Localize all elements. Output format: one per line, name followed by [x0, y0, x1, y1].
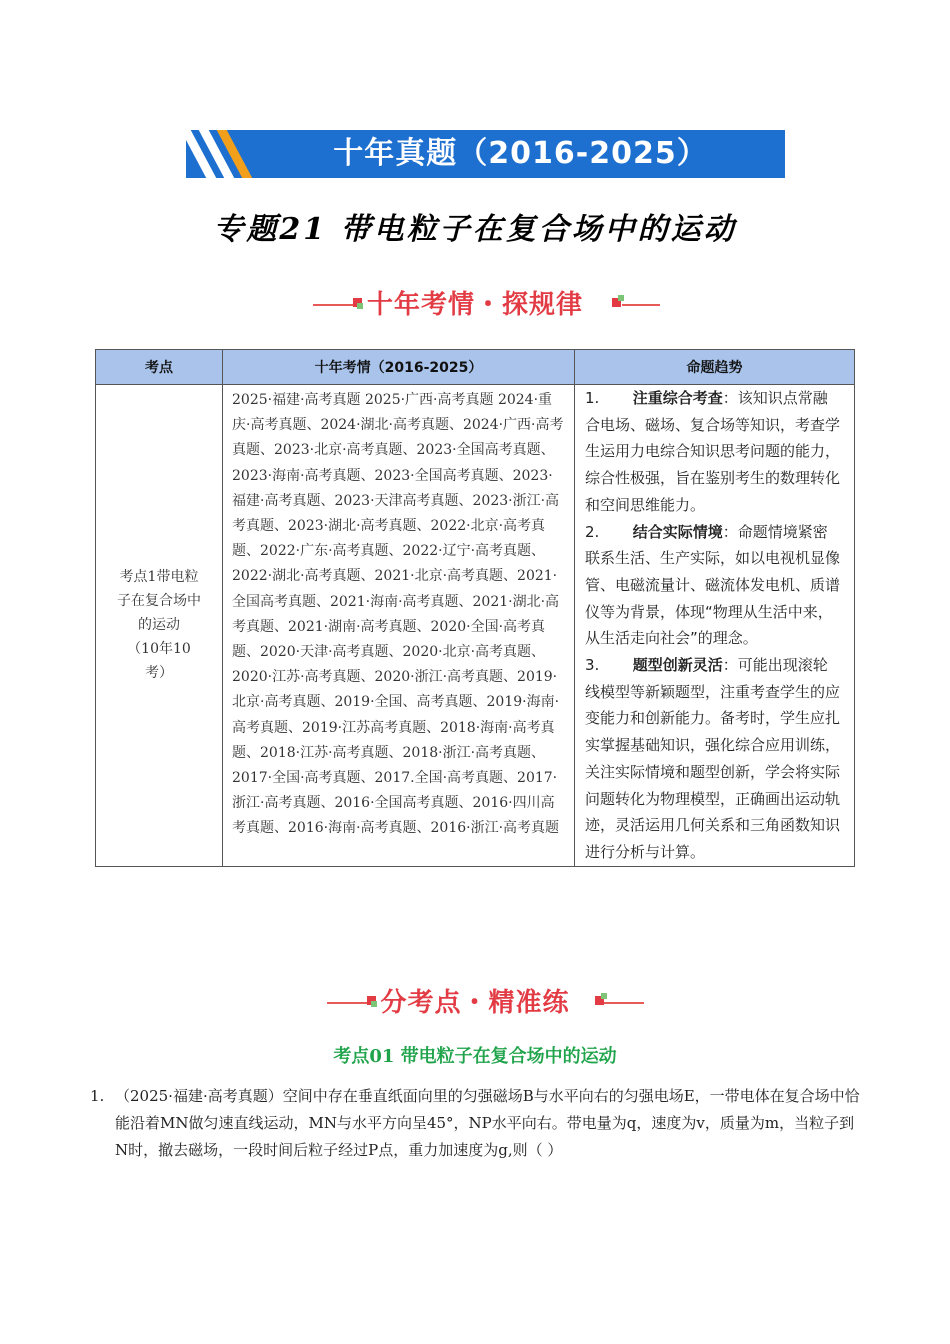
section-title: 十年考情・探规律 [366, 290, 583, 320]
header-square-right-accent [601, 993, 607, 999]
header-trend: 命题趋势 [575, 350, 855, 385]
trend-item [585, 519, 842, 653]
section-header-trends [0, 282, 950, 322]
trend-heading: 注重综合考查 [632, 389, 723, 407]
topic-line: 子在复合场中 [117, 593, 201, 610]
header-history: 十年考情（2016-2025） [223, 350, 575, 385]
trend-heading: 题型创新灵活 [632, 656, 723, 675]
trend-number: 3. [585, 656, 600, 675]
topic-cell [96, 385, 223, 867]
trend-item [585, 385, 842, 519]
table-row [96, 385, 855, 867]
topic-line: （10年10 [127, 641, 191, 658]
topic-line: 的运动 [138, 617, 180, 634]
table-header-row [96, 350, 855, 385]
header-rule-right [604, 1002, 644, 1004]
trend-number: 2. [585, 522, 600, 541]
trend-number: 1. [585, 389, 600, 407]
topic-line: 考点1带电粒 [119, 569, 199, 586]
header-square-right-accent [618, 295, 624, 301]
history-cell: 2025·福建·高考真题 2025·广西·高考真题 2024·重庆·高考真题、2024·湖北·高考真题、2024·广西·高考真题、2023·北京·高考真题、2023·全国高考真题、2023·海南·高考真题、2023·全国高考真题、2023·福建·高考真题、2023·天津高考真题、2023·浙江·高考真题、2023·湖北·高考真题、2022·北京·高考真题、2022·广东·高考真题、2022·辽宁·高考真题、2022·湖北·高考真题、2021·北京·高考真题、2021·全国高考真题、2021·海南·高考真题、2021·湖北·高考真题、2021·湖南·高考真题、2020·全国·高考真题、2020·天津·高考真题、2020·北京·高考真题、2020·江苏·高考真题、2020·浙江·高考真题、2019·北京·高考真题、2019·全国、高考真题、2019·海南·高考真题、2019·江苏高考真题、2018·海南·高考真题、2018·江苏·高考真题、2018·浙江·高考真题、2017·全国·高考真题、2017.全国·高考真题、2017·浙江·高考真题、2016·全国高考真题、2016·四川高考真题、2016·海南·高考真题、2016·浙江·高考真题 [223, 385, 575, 867]
trend-text: ：可能出现滚轮线模型等新颖题型，注重考查学生的应变能力和创新能力。备考时，学生应扎实掌握基础知识，强化综合应用训练，关注实际情境和题型创新，学会将实际问题转化为物理模型，正确画出运动轨迹，灵活运用几何关系和三角函数知识进行分析与计算。 [585, 656, 841, 861]
question-text: （2025·福建·高考真题）空间中存在垂直纸面向里的匀强磁场B与水平向右的匀强电场E，一带电体在复合场中恰能沿着MN做匀速直线运动，MN与水平方向呈45°，NP水平向右。带电量为q，速度为v，质量为m，当粒子到N时，撤去磁场，一段时间后粒子经过P点，重力加速度为g,则（ ） [115, 1087, 860, 1159]
trend-text: ：命题情境紧密联系生活、生产实际，如以电视机显像管、电磁流量计、磁流体发电机、质谱仪等为背景，体现“物理从生活中来，从生活走向社会”的理念。 [585, 522, 841, 648]
question-number: 1. [90, 1087, 105, 1105]
header-topic: 考点 [96, 350, 223, 385]
header-rule-right [622, 304, 660, 306]
trend-cell [575, 385, 855, 867]
trend-heading: 结合实际情境 [632, 522, 723, 541]
trend-text: ：该知识点常融合电场、磁场、复合场等知识，考查学生运用力电综合知识思考问题的能力，综合性极强，旨在鉴别考生的数理转化和空间思维能力。 [585, 389, 841, 514]
question-1 [90, 1083, 860, 1164]
banner-title: 十年真题（2016-2025） [333, 136, 708, 171]
section-header-practice [0, 980, 950, 1020]
topic-title: 专题21 带电粒子在复合场中的运动 [213, 212, 737, 247]
exam-analysis-table [95, 349, 855, 867]
section-title: 分考点・精准练 [380, 988, 570, 1018]
knowledge-point-title: 考点01 带电粒子在复合场中的运动 [333, 1046, 617, 1067]
top-banner [186, 130, 785, 178]
topic-line: 考） [145, 665, 173, 682]
trend-item [585, 652, 842, 866]
